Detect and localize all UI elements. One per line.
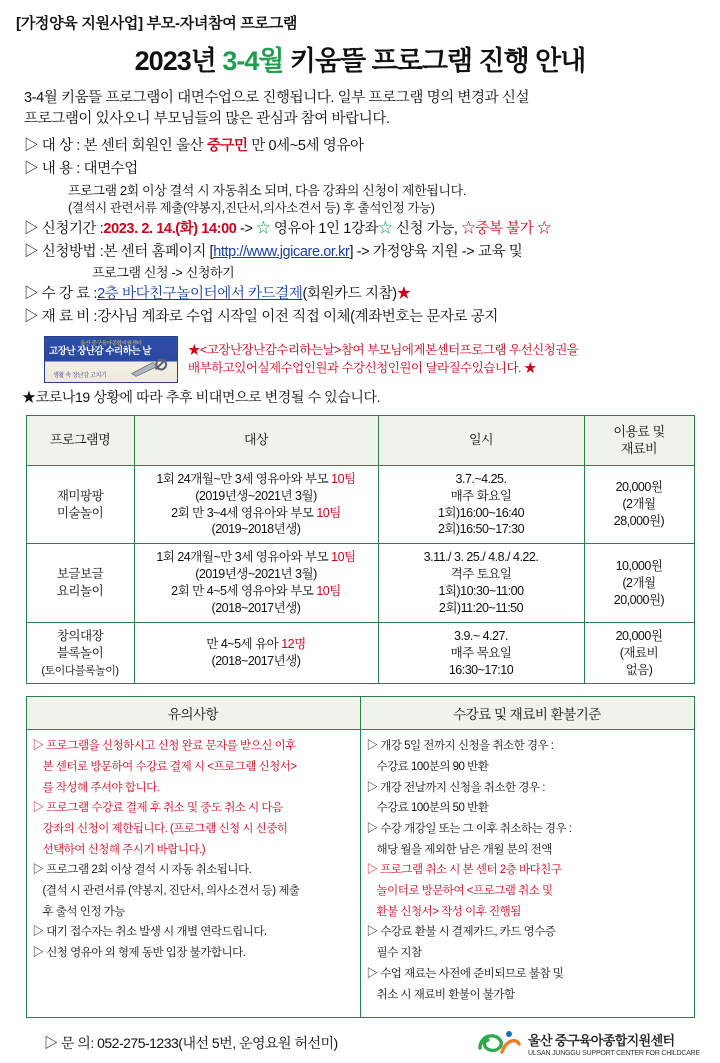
header-datetime: 일시 [378,415,584,465]
refund-item: ▷ 수업 재료는 사전에 준비되므로 불참 및 [366,967,564,980]
logo-title-en: ULSAN JUNGGU SUPPORT CENTER FOR CHILDCARE [527,1049,700,1057]
refund-item: ▷ 프로그램 취소 시 본 센터 2층 바다친구 [366,864,562,877]
datetime-line-2: 매주 화요일 [450,488,512,503]
content-label: ▷ 내 용 : [24,160,80,177]
fee-place-link[interactable]: 2층 바다친구놀이터에서 카드결제 [97,286,303,303]
banner-center-name: 울산 중구육아종합지원센터 [80,340,142,347]
refund-item: ▷ 개강 5일 전까지 신청을 취소한 경우 : [366,740,554,753]
refund-item: ▷ 수강료 환불 시 결제카드, 카드 영수증 [366,926,556,939]
apply-period-star-2: ☆ [378,220,393,237]
target-accent-1: 10팀 [331,471,356,486]
promo-line-2: 배부하고있어실제수업인원과 수강신청인원이 달라질수있습니다. ★ [188,361,536,376]
program-name-line-1: 창의대장 [56,628,104,643]
target-text-3: 2회 만 4~5세 영유아와 부모 [171,584,317,599]
homepage-link[interactable]: http://www.jgicare.or.kr [213,243,350,260]
datetime-line-2: 매주 목요일 [450,645,512,660]
note-item: 를 작성해 주셔야 합니다. [42,781,160,794]
fee-line-3: 없음) [625,662,653,677]
datetime-line-3: 16:30~17:10 [448,662,514,677]
program-target-cell [134,622,378,684]
notes-cell-left [26,730,360,1018]
material-fee-value: 강사님 계좌로 수업 시작일 이전 직접 이체(계좌번호는 문자로 공지 [97,308,498,325]
refund-item: 놀이터로 방문하여 <프로그램 취소 및 [376,885,553,898]
fee-line-2: (재료비 [619,645,659,660]
notes-cell-right [360,730,694,1018]
apply-method-label: ▷ 신청방법 : [24,243,104,260]
content-line [24,159,706,181]
program-name-sub: (토이다블록놀이) [41,664,119,677]
target-line-3 [137,583,376,600]
target-accent-1: 10팀 [331,550,356,565]
target-text-3: 2회 만 3~4세 영유아와 부모 [171,505,317,520]
program-name-cell [26,544,134,623]
datetime-line-4: 2회)16:50~17:30 [437,522,525,537]
program-table-header-row [26,415,694,465]
header-program-name: 프로그램명 [26,415,134,465]
target-pre: 본 센터 회원인 울산 [79,138,207,155]
header-fee-line-1: 이용료 및 [613,423,665,439]
header-fee-line-2: 재료비 [620,441,658,457]
datetime-line-3: 1회)16:00~16:40 [437,505,525,520]
target-text-1: 만 4~5세 유아 [206,637,282,652]
corona-note: ★코로나19 상황에 따라 추후 비대면으로 변경될 수 있습니다. [22,388,381,405]
apply-method-post: ] -> 가정양육 지원 -> 교육 및 [349,243,523,260]
fee-line-2: (2개월 [622,575,656,590]
intro-line-1: 3-4월 키움뜰 프로그램이 대면수업으로 진행됩니다. 일부 프로그램 명의 변경과 신설 [24,90,530,106]
refund-item: ▷ 수강 개강일 또는 그 이후 취소하는 경우 : [366,823,572,836]
logo-mark-icon [476,1028,522,1058]
program-fee-cell [584,622,694,684]
intro-line-2: 프로그램이 있사오니 부모님들의 많은 관심과 참여 바랍니다. [24,111,390,128]
apply-period-line [24,219,706,241]
note-item: 후 출석 인정 가능 [42,905,125,918]
logo-text [528,1030,700,1057]
footer [20,1028,700,1058]
target-line-1 [137,471,376,488]
apply-method-line-2: 프로그램 신청 -> 신청하기 [92,265,235,281]
program-name-line-2: 미술놀이 [56,505,104,520]
toy-repair-banner-image [44,336,178,383]
program-name-cell [26,622,134,684]
banner-title: 고장난 장난감 수리하는 날 [49,345,151,357]
title-post: 키움뜰 프로그램 진행 안내 [283,46,586,76]
notes-header-row [26,697,694,730]
promo-line-1: <고장난장난감수리하는날>참여 부모님에게본센터프로그램 우선신청권을 [200,343,579,358]
content-value: 대면수업 [79,160,138,177]
target-accent-3: 10팀 [316,505,341,520]
program-target-cell [134,544,378,623]
refund-item: ▷ 개강 전날까지 신청을 취소한 경우 : [366,781,545,794]
datetime-line-1: 3.11./ 3. 25./ 4.8./ 4.22. [423,550,539,565]
program-target-cell [134,465,378,544]
contact-line: ▷ 문 의: 052-275-1233(내선 5번, 운영요원 허선미) [44,1035,338,1052]
title-pre: 2023년 [134,46,223,76]
datetime-line-4: 2회)11:20~11:50 [438,600,524,615]
target-line-3 [137,505,376,522]
fee-line-1: 20,000원 [615,480,663,495]
fee-line-1: 20,000원 [615,628,663,643]
fee-line-3: 28,000원) [613,514,665,528]
target-line-1 [137,549,376,566]
note-item: ▷ 신청 영유아 외 형제 동반 입장 불가합니다. [32,947,246,960]
fee-label: ▷ 수 강 료 : [24,286,98,303]
target-accent-3: 10팀 [316,584,341,599]
content-note-1: 프로그램 2회 이상 결석 시 자동취소 되며, 다음 강좌의 신청이 제한됩니다. [68,182,466,198]
material-fee-line [24,307,706,329]
target-line-1 [137,636,376,653]
program-fee-cell [584,544,694,623]
note-item: 본 센터로 방문하여 수강료 결제 시 <프로그램 신청서> [42,761,297,774]
logo-title-kr: 울산 중구육아종합지원센터 [527,1032,675,1048]
note-item: ▷ 프로그램 수강료 결제 후 취소 및 중도 취소 시 다음 [32,802,283,815]
datetime-line-1: 3.9.~ 4.27. [454,628,508,643]
target-label: ▷ 대 상 : [24,138,80,155]
datetime-line-3: 1회)10:30~11:00 [438,584,524,599]
program-name-line-2: 블록놀이 [56,645,104,660]
refund-item: 필수 지참 [376,947,422,960]
program-datetime-cell [378,622,584,684]
program-datetime-cell [378,465,584,544]
target-line-4: (2018~2017년생) [211,600,301,615]
note-item: 강좌의 신청이 제한됩니다. (프로그램 신청 시 신중히 [42,823,288,836]
content-note-2: (결석시 관련서류 제출(약봉지,진단서,의사소견서 등) 후 출석인정 가능) [68,201,435,216]
program-fee-cell [584,465,694,544]
table-row [26,465,694,544]
header-fee [584,415,694,465]
note-item: ▷ 프로그램을 신청하시고 신청 완료 문자를 받으신 이후 [32,740,296,753]
note-item: ▷ 프로그램 2회 이상 결석 시 자동 취소됩니다. [32,864,252,877]
apply-period-label: ▷ 신청기간 : [24,220,104,237]
target-line-2: (2018~2017년생) [211,654,301,669]
header-subtitle: [가정양육 지원사업] 부모-자녀참여 프로그램 [16,15,298,32]
fee-line-3: 20,000원) [613,592,665,607]
refund-item: 취소 시 재료비 환불이 불가함 [376,988,515,1001]
datetime-line-2: 격주 토요일 [450,567,512,582]
note-item: 선택하여 신청해 주시기 바랍니다.) [42,843,206,856]
program-name-line-1: 재미팡팡 [56,488,104,503]
target-line-4: (2019~2018년생) [211,522,301,537]
promo-star-left: ★ [188,343,201,358]
table-row [26,622,694,684]
fee-rest: (회원카드 지참) [302,286,397,303]
fee-line-2: (2개월 [622,497,656,512]
material-fee-label: ▷ 재 료 비 : [24,308,98,325]
notes-body-row [26,730,694,1018]
apply-period-duplicate: ☆중복 불가 ☆ [461,220,552,237]
target-post: 만 0세~5세 영유아 [247,138,364,155]
apply-period-date: 2023. 2. 14.(화) 14:00 [103,220,237,237]
notes-header-right: 수강료 및 재료비 환불기준 [360,697,694,730]
promo-text [188,341,578,377]
target-line-2: (2019년생~2021년 3월) [195,488,317,503]
banner-subtitle: 생활 속 장난감 고치기 [53,372,107,379]
refund-item: 수강료 100분의 90 반환 [376,761,489,774]
header-target: 대상 [134,415,378,465]
program-datetime-cell [378,544,584,623]
target-line-2: (2019년생~2021년 3월) [195,567,317,582]
fee-star-icon: ★ [396,286,411,303]
refund-item: 수강료 100분의 50 반환 [376,802,489,815]
target-accent-1: 12명 [281,637,306,652]
target-accent: 중구민 [206,138,248,155]
program-name-line-1: 보글보글 [56,567,104,582]
intro-paragraph [24,88,706,130]
promo-row [44,336,706,383]
promo-text-line-1 [188,341,578,359]
fee-line [24,284,706,306]
target-text-1: 1회 24개월~만 3세 영유아와 부모 [156,550,332,565]
note-item: ▷ 대기 접수자는 취소 발생 시 개별 연락드립니다. [32,926,267,939]
program-name-cell [26,465,134,544]
target-line [24,136,706,158]
fee-line-1: 10,000원 [615,558,663,573]
program-name-line-2: 요리놀이 [56,584,104,599]
apply-method-pre: 본 센터 홈페이지 [ [103,243,214,260]
note-item: (결석 시 관련서류 (약봉지, 진단서, 의사소견서 등) 제출 [42,885,300,898]
refund-item: 환불 신청서> 작성 이후 진행됨 [376,905,521,918]
notes-table [26,696,695,1018]
apply-period-star-1: ☆ [256,220,271,237]
apply-method-line [24,242,706,264]
refund-item: 해당 월을 제외한 남은 개월 분의 전액 [376,843,552,856]
wrench-icon [129,358,171,378]
notes-header-left: 유의사항 [26,697,360,730]
table-row [26,544,694,623]
center-logo [476,1028,700,1058]
apply-period-rule: 영유아 1인 1강좌 [270,220,379,237]
target-text-1: 1회 24개월~만 3세 영유아와 부모 [156,471,332,486]
datetime-line-1: 3.7.~4.25. [455,471,507,486]
program-table [26,415,695,685]
apply-period-rule-2: 신청 가능, [392,220,462,237]
page-title [14,39,706,78]
apply-period-arrow: -> [236,220,257,237]
title-accent: 3-4월 [222,46,284,76]
